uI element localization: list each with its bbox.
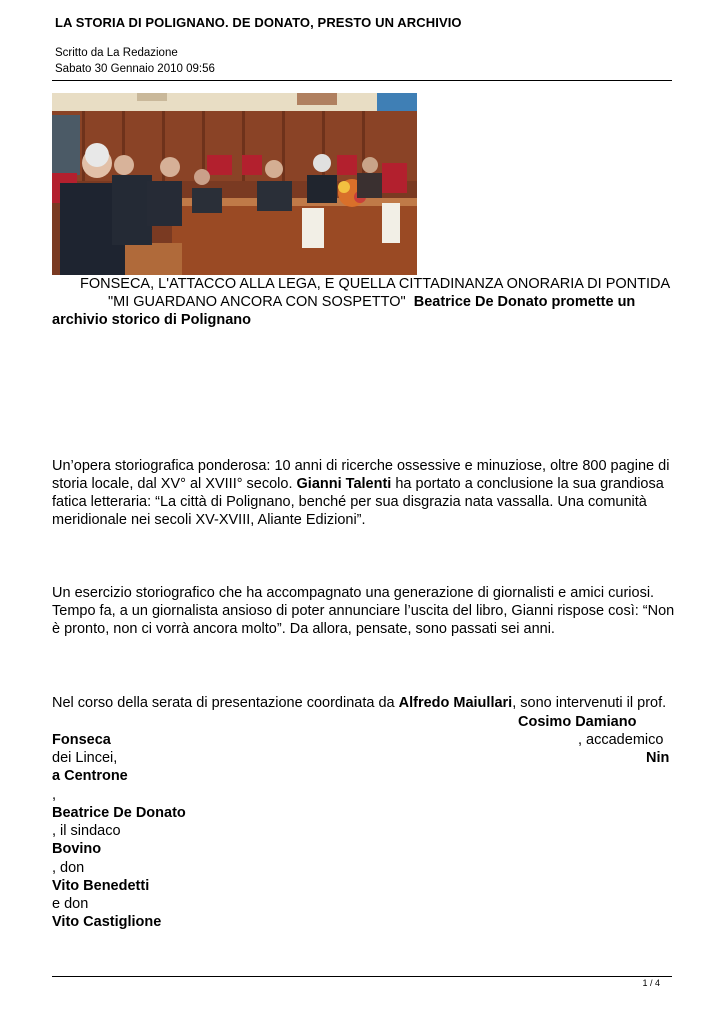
paragraph-1 [52,457,677,529]
footer-divider [52,976,672,977]
lead-paragraph [52,275,677,329]
speaker-comma: , [52,787,57,803]
conference-photo [52,93,417,275]
speaker-beatrice: Beatrice De Donato [52,805,186,821]
speaker-nin: Nin [646,750,670,766]
paragraph-1-bold: Gianni Talenti [296,476,392,492]
paragraph-3-b: , sono intervenuti il prof. [512,695,667,711]
speaker-benedetti: Vito Benedetti [52,878,150,894]
speaker-cosimo: Cosimo Damiano [518,714,637,730]
speaker-don-1: , don [52,860,85,876]
date-line: Sabato 30 Gennaio 2010 09:56 [55,63,215,75]
lead-bold: Beatrice De Donato promette un archivio storico di Polignano [52,294,636,328]
page-title: LA STORIA DI POLIGNANO. DE DONATO, PRESTO UN ARCHIVIO [55,15,462,30]
page-number: 1 / 4 [642,978,660,988]
conference-photo-image [52,93,417,275]
paragraph-3-a: Nel corso della serata di presentazione coordinata da [52,695,395,711]
lead-part-1: FONSECA, L'ATTACCO ALLA LEGA, E QUELLA CITTADINANZA ONORARIA DI PONTIDA [80,276,671,292]
speaker-castiglione: Vito Castiglione [52,914,162,930]
paragraph-3-bold: Alfredo Maiullari [398,695,513,711]
author-line: Scritto da La Redazione [55,47,178,59]
paragraph-1-b: ha portato a conclusione la sua grandiosa fatica letteraria: “La città di Polignano, benché per sua disgrazia nata vassalla. Una comunità meridionale nei secoli XV-XVIII, Aliante Edizioni”. [52,476,664,528]
speaker-bovino: Bovino [52,841,102,857]
speaker-centrone: a Centrone [52,768,128,784]
paragraph-2: Un esercizio storiografico che ha accompagnato una generazione di giornalisti e amici curiosi. Tempo fa, a un giornalista ansioso di poter annunciare l’uscita del libro, Gianni rispose così: “Non è pronto, non ci vorrà ancora molto”. Da allora, pensate, sono passati sei anni. [52,585,675,637]
speaker-accademico: , accademico [578,732,664,748]
paragraph-3 [52,694,677,712]
paragraph-1-a: Un’opera storiografica ponderosa: 10 anni di ricerche ossessive e minuziose, oltre 800 pagine di storia locale, dal XV° al XVIII° secolo. [52,458,670,492]
speaker-don-2: e don [52,896,89,912]
lead-part-2: "MI GUARDANO ANCORA CON SOSPETTO" [108,294,406,310]
speaker-sindaco: , il sindaco [52,823,121,839]
speaker-lincei: dei Lincei, [52,750,118,766]
header-divider [52,80,672,81]
speaker-fonseca: Fonseca [52,732,111,748]
